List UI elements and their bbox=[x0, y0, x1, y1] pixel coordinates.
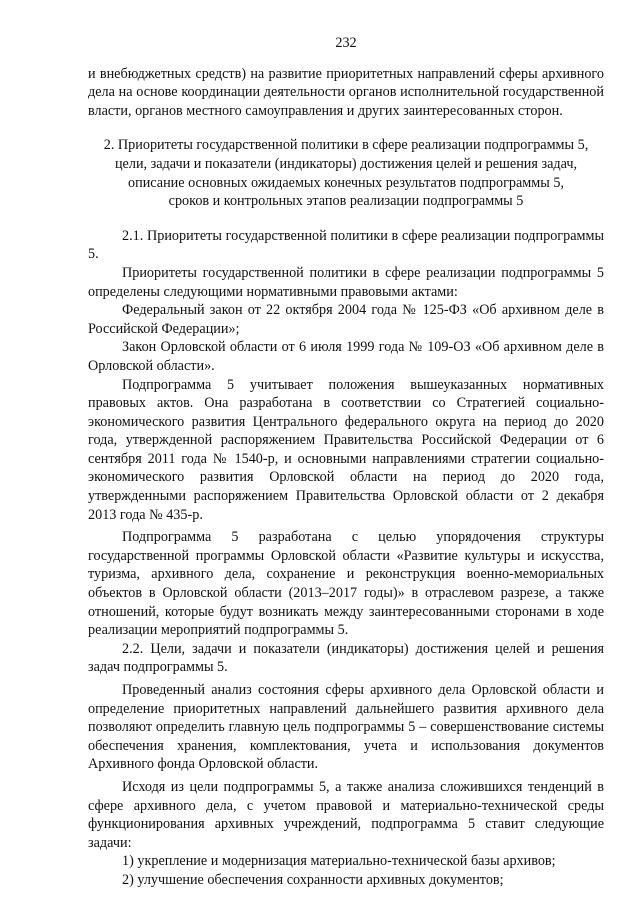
strategy-paragraph: Подпрограмма 5 учитывает положения вышеуказанных нормативных правовых актов. Она разработана в соответствии со Стратегией социально-экономического развития Центрального федерального округа на период до 2020 года, утвержденной распоряжением Правительства Российской Федерации от 6 сентября 2011 года № 1540-р, и основными направлениями стратегии социально-экономического развития Орловской области на период до 2020 года, утвержденными распоряжением Правительства Орловской области от 2 декабря 2013 года № 435-р. bbox=[88, 376, 604, 523]
page-number: 232 bbox=[335, 35, 357, 51]
priorities-paragraph: Приоритеты государственной политики в сфере реализации подпрограммы 5 определены следующими нормативными правовыми актами: bbox=[88, 264, 604, 300]
regional-law-paragraph: Закон Орловской области от 6 июля 1999 года № 109-ОЗ «Об архивном деле в Орловской области». bbox=[88, 339, 604, 374]
section-heading-line: 2. Приоритеты государственной политики в сфере реализации подпрограммы 5, bbox=[103, 137, 589, 154]
subsection-2-1-title: 2.1. Приоритеты государственной политики в сфере реализации подпрограммы 5. bbox=[88, 227, 604, 263]
tasks-intro-paragraph: Исходя из цели подпрограммы 5, а также анализа сложившихся тенденций в сфере архивного дела, с учетом правовой и материально-технической среды функционирования архивных учреждений, подпрограмма 5 ставит следующие задачи: bbox=[88, 778, 604, 851]
list-item: 1) укрепление и модернизация материально-технической базы архивов; bbox=[122, 853, 556, 870]
section-heading-line: цели, задачи и показатели (индикаторы) достижения целей и решения задач, bbox=[114, 155, 578, 172]
purpose-paragraph: Подпрограмма 5 разработана с целью упорядочения структуры государственной программы Орловской области «Развитие культуры и искусства, туризма, архивного дела, сохранение и реконструкция военно-мемориальных объектов в Орловской области (2013–2017 годы)» в отраслевом разрезе, а также отношений, которые будут возникать между заинтересованными сторонами в ходе реализации мероприятий подпрограммы 5. bbox=[88, 529, 604, 639]
analysis-paragraph: Проведенный анализ состояния сферы архивного дела Орловской области и определение приоритетных направлений дальнейшего развития архивного дела позволяют определить главную цель подпрограммы 5 – совершенствование системы обеспечения хранения, комплектования, учета и использования документов Архивного фонда Орловской области. bbox=[88, 682, 604, 773]
section-heading bbox=[88, 136, 604, 210]
intro-paragraph: и внебюджетных средств) на развитие приоритетных направлений сферы архивного дела на основе координации деятельности органов исполнительной государственной власти, органов местного самоуправления и других заинтересованных сторон. bbox=[88, 65, 604, 119]
section-heading-line: описание основных ожидаемых конечных результатов подпрограммы 5, bbox=[128, 174, 564, 191]
section-heading-line: сроков и контрольных этапов реализации подпрограммы 5 bbox=[168, 193, 524, 210]
subsection-2-2-title: 2.2. Цели, задачи и показатели (индикаторы) достижения целей и решения задач подпрограммы 5. bbox=[88, 640, 604, 676]
federal-law-paragraph: Федеральный закон от 22 октября 2004 года № 125-ФЗ «Об архивном деле в Российской Федерации»; bbox=[88, 302, 604, 337]
list-item: 2) улучшение обеспечения сохранности архивных документов; bbox=[122, 871, 504, 888]
